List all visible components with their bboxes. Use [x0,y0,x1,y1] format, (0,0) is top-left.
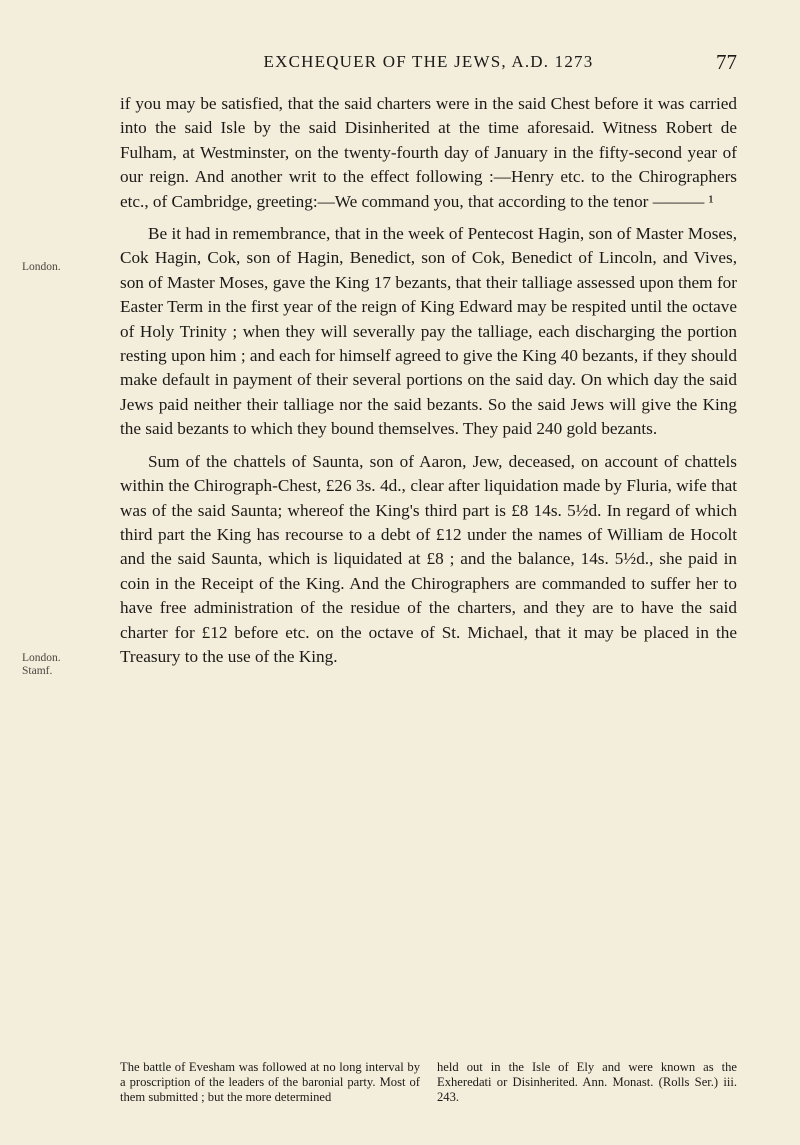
running-title: EXCHEQUER OF THE JEWS, A.D. 1273 [263,52,594,71]
body-text [120,92,737,669]
margin-note-london: London. [22,261,61,273]
paragraph: if you may be satisfied, that the said charters were in the said Chest before it was carried into the said Isle by the said Disinherited at the time aforesaid. Witness Robert de Fulham, at Westminster, on the twenty-fourth day of January in the fifty-second year of our reign. And another writ to the effect following :—Henry etc. to the Chirographers etc., of Cambridge, greeting:—We command you, that according to the tenor ——— ¹ [120,94,737,211]
margin-note-line: London. [22,652,61,664]
margin-note-line: Stamf. [22,665,53,677]
margin-note-london-stamf [22,652,61,678]
running-head [120,52,737,76]
footnotes [120,1060,737,1105]
footnote-column-right: held out in the Isle of Ely and were known as the Exheredati or Disinherited. Ann. Monast. (Rolls Ser.) iii. 243. [437,1060,737,1104]
paragraph: Sum of the chattels of Saunta, son of Aaron, Jew, deceased, on account of chattels within the Chirograph-Chest, £26 3s. 4d., clear after liquidation made by Fluria, wife that was of the said Saunta; whereof the King's third part is £8 14s. 5½d. In regard of which third part the King has recourse to a debt of £12 under the names of William de Hocolt and the said Saunta, which is liquidated at £8 ; and the balance, 14s. 5½d., she paid in coin in the Receipt of the King. And the Chirographers are commanded to suffer her to have free administration of the residue of the charters, and they are to have the said charter for £12 before etc. on the octave of St. Michael, that it may be placed in the Treasury to the use of the King. [120,451,737,666]
footnote-column-left: The battle of Evesham was followed at no long interval by a proscription of the leaders of the baronial party. Most of them submitted ; but the more determined [120,1060,420,1104]
page-number: 77 [716,50,737,74]
paragraph: Be it had in remembrance, that in the week of Pentecost Hagin, son of Master Moses, Cok Hagin, Cok, son of Hagin, Benedict, son of Cok, Benedict of Lincoln, and Vives, son of Master Moses, gave the King 17 bezants, that their talliage assessed upon them for Easter Term in the first year of the reign of King Edward may be respited until the octave of Holy Trinity ; when they will severally pay the talliage, each discharging the portion resting upon him ; and each for himself agreed to give the King 40 bezants, if they should make default in payment of their several portions on the said day. On which day the said Jews paid neither their talliage nor the said bezants. So the said Jews will give the King the said bezants to which they bound themselves. They paid 240 gold bezants. [120,224,737,439]
